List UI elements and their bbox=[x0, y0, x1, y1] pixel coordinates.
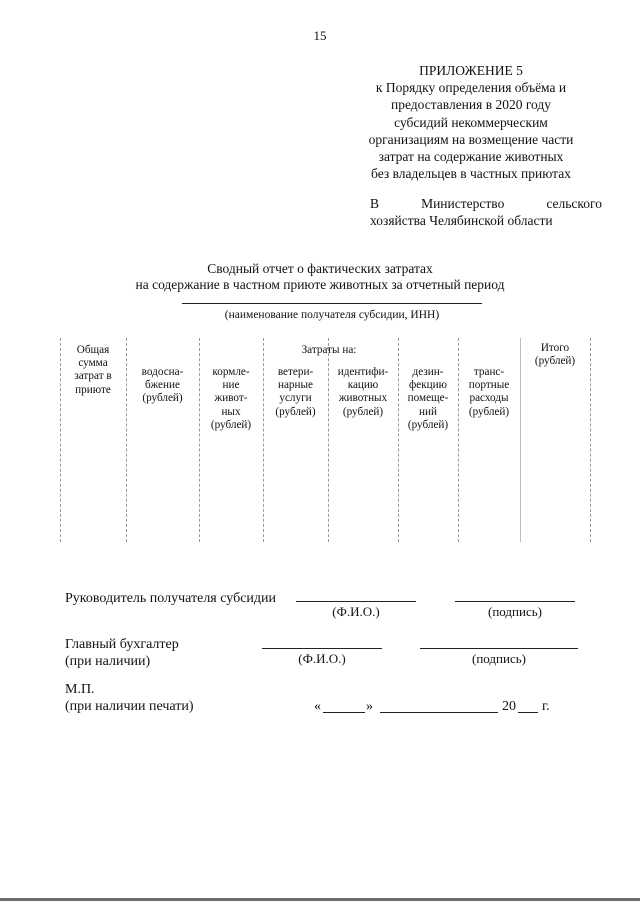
header-line: (рублей) bbox=[210, 418, 252, 431]
header-line: сумма bbox=[78, 357, 108, 370]
header-line: приюте bbox=[75, 383, 111, 396]
report-table bbox=[60, 338, 591, 542]
appendix-line: предоставления в 2020 году bbox=[390, 97, 552, 113]
header-line: (рублей) bbox=[342, 405, 384, 418]
header-line: ние bbox=[222, 379, 240, 392]
recipient-caption: (наименование получателя субсидии, ИНН) bbox=[224, 309, 440, 321]
report-title bbox=[0, 261, 640, 293]
accountant-label-line: (при наличии) bbox=[65, 654, 151, 669]
header-line: живот- bbox=[214, 392, 248, 405]
header-water bbox=[126, 366, 199, 406]
date-open-quote: « bbox=[314, 699, 321, 714]
header-line: водосна- bbox=[141, 366, 184, 378]
header-line: ветери- bbox=[277, 366, 314, 378]
header-line: бжение bbox=[145, 379, 180, 392]
header-line: кацию bbox=[347, 379, 379, 392]
recipient-name-line bbox=[182, 303, 482, 304]
addressee-line: хозяйства Челябинской области bbox=[370, 213, 553, 229]
header-line: кормле- bbox=[212, 366, 250, 378]
header-line: Общая bbox=[76, 344, 110, 356]
head-sign-line bbox=[455, 601, 575, 602]
header-total-cost bbox=[60, 344, 126, 397]
appendix-header bbox=[340, 62, 602, 182]
head-label: Руководитель получателя субсидии bbox=[65, 591, 277, 606]
header-line: расходы bbox=[469, 392, 509, 405]
scan-edge bbox=[0, 898, 640, 901]
table-grid-line bbox=[520, 338, 521, 542]
header-disinfection bbox=[398, 366, 458, 432]
table-grid-line bbox=[590, 338, 591, 542]
date-year-suffix: г. bbox=[542, 699, 550, 714]
mp-label-line: М.П. bbox=[65, 682, 95, 697]
date-year-line bbox=[518, 712, 538, 713]
accountant-label bbox=[65, 636, 179, 670]
appendix-line: затрат на содержание животных bbox=[378, 149, 564, 165]
header-line: затрат в bbox=[74, 370, 112, 383]
header-line: нарные bbox=[277, 379, 313, 392]
header-line: животных bbox=[338, 392, 388, 405]
appendix-title: ПРИЛОЖЕНИЕ 5 bbox=[419, 63, 523, 78]
header-line: портные bbox=[468, 379, 510, 392]
header-line: (рублей) bbox=[275, 405, 316, 418]
appendix-line: к Порядку определения объёма и bbox=[375, 80, 567, 96]
head-fio-line bbox=[296, 601, 416, 602]
header-itogo bbox=[520, 342, 590, 368]
appendix-line: организациям на возмещение части bbox=[368, 131, 574, 147]
header-line: (рублей) bbox=[142, 392, 183, 405]
addressee-block bbox=[370, 195, 602, 229]
header-line: фекцию bbox=[409, 379, 447, 392]
header-line: ний bbox=[419, 405, 437, 418]
header-line: помеще- bbox=[407, 392, 449, 405]
mp-label bbox=[65, 681, 194, 715]
header-line: Итого bbox=[540, 342, 570, 354]
header-line: (рублей) bbox=[407, 418, 449, 431]
header-line: (рублей) bbox=[534, 355, 576, 368]
header-veterinary bbox=[263, 366, 328, 419]
date-year-prefix: 20 bbox=[502, 699, 516, 714]
page-number: 15 bbox=[313, 28, 327, 43]
appendix-line: без владельцев в частных приютах bbox=[371, 166, 571, 182]
mp-label-line: (при наличии печати) bbox=[65, 699, 194, 714]
date-month-line bbox=[380, 712, 498, 713]
header-line: транс- bbox=[473, 366, 505, 378]
header-line: дезин- bbox=[412, 366, 444, 378]
head-sign-caption: (подпись) bbox=[488, 604, 542, 619]
appendix-line: субсидий некоммерческим bbox=[394, 114, 548, 130]
date-day-line bbox=[323, 712, 365, 713]
date-close-quote: » bbox=[366, 699, 373, 714]
accountant-sign-caption: (подпись) bbox=[472, 651, 526, 666]
header-line: (рублей) bbox=[468, 405, 510, 418]
header-line: идентифи- bbox=[337, 366, 389, 378]
addressee-word: сельского bbox=[546, 196, 602, 211]
header-line: ных bbox=[221, 405, 241, 418]
accountant-fio-caption: (Ф.И.О.) bbox=[298, 651, 346, 666]
header-feeding bbox=[199, 366, 263, 432]
report-title-line: на содержание в частном приюте животных за отчетный период bbox=[135, 277, 505, 292]
report-title-line: Сводный отчет о фактических затратах bbox=[207, 261, 433, 276]
header-line: услуги bbox=[279, 392, 312, 405]
addressee-word: Министерство bbox=[421, 196, 505, 211]
accountant-label-line: Главный бухгалтер bbox=[65, 637, 179, 652]
head-fio-caption: (Ф.И.О.) bbox=[332, 604, 380, 619]
header-group: Затраты на: bbox=[301, 344, 357, 356]
accountant-sign-line bbox=[420, 648, 578, 649]
addressee-word: В bbox=[370, 196, 380, 211]
header-identification bbox=[328, 366, 398, 419]
header-transport bbox=[458, 366, 520, 419]
accountant-fio-line bbox=[262, 648, 382, 649]
